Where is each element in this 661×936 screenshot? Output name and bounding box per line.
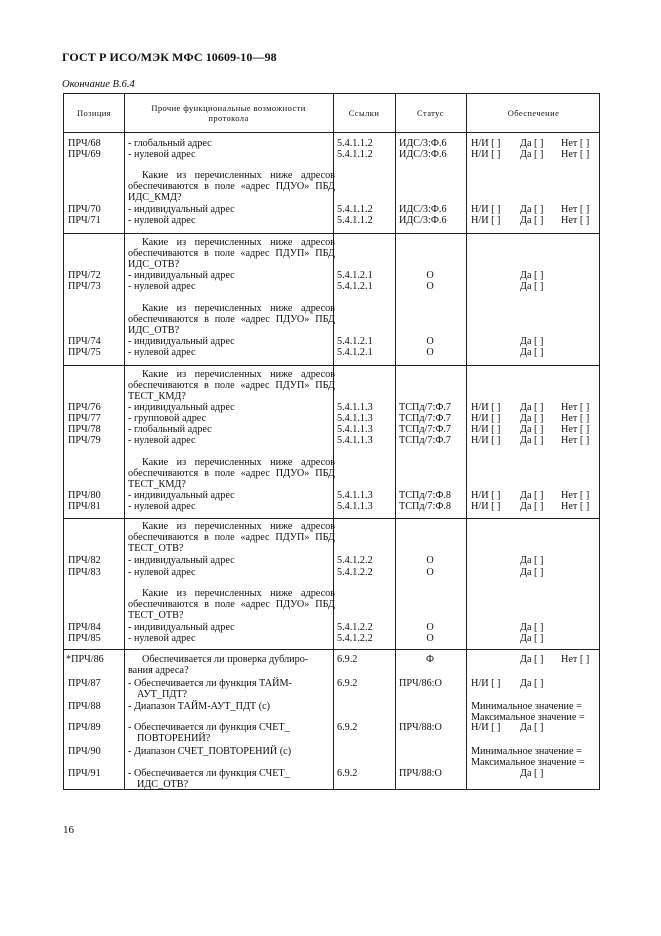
item-description: - нулевой адрес: [128, 567, 196, 578]
item-reference: 5.4.1.2.1: [337, 270, 373, 281]
item-reference: 5.4.1.2.2: [337, 622, 373, 633]
table-row: [64, 689, 601, 700]
item-description: - индивидуальный адрес: [128, 622, 235, 633]
item-position: ПРЧ/77: [68, 413, 101, 424]
page-number: 16: [63, 824, 74, 836]
item-description: - индивидуальный адрес: [128, 402, 235, 413]
question-text: Какие из перечисленных ниже адресов обеспечиваются в поле «адрес ПДУО» ПБД ИДС_КМД?: [128, 170, 335, 203]
support-no-checkbox[interactable]: Нет [ ]: [561, 215, 590, 226]
item-reference: 5.4.1.1.3: [337, 402, 373, 413]
support-yes-checkbox[interactable]: Да [ ]: [520, 270, 544, 281]
item-description: - Диапазон СЧЕТ_ПОВТОРЕНИЙ (с): [128, 746, 292, 757]
support-no-checkbox[interactable]: Нет [ ]: [561, 138, 590, 149]
item-position: ПРЧ/83: [68, 567, 101, 578]
support-yes-checkbox[interactable]: Да [ ]: [520, 490, 544, 501]
item-position: ПРЧ/75: [68, 347, 101, 358]
item-position: ПРЧ/79: [68, 435, 101, 446]
support-no-checkbox[interactable]: Нет [ ]: [561, 149, 590, 160]
table-row: [64, 746, 601, 757]
column-header-status: Статус: [417, 107, 444, 118]
support-na-checkbox[interactable]: Н/И [ ]: [471, 501, 501, 512]
item-position: ПРЧ/90: [68, 746, 101, 757]
support-no-checkbox[interactable]: Нет [ ]: [561, 490, 590, 501]
item-position: ПРЧ/80: [68, 490, 101, 501]
item-description-cont: вания адреса?: [128, 665, 189, 676]
table-row: [64, 733, 601, 744]
support-no-checkbox[interactable]: Нет [ ]: [561, 402, 590, 413]
item-position: ПРЧ/69: [68, 149, 101, 160]
question-text: Какие из перечисленных ниже адресов обеспечиваются в поле «адрес ПДУП» ПБД ТЕСТ_ОТВ?: [128, 521, 335, 554]
table-row: [64, 149, 601, 160]
support-na-checkbox[interactable]: Н/И [ ]: [471, 424, 501, 435]
item-status: О: [426, 270, 434, 281]
item-reference: 5.4.1.2.1: [337, 336, 373, 347]
item-description: - нулевой адрес: [128, 215, 196, 226]
table-row: [64, 138, 601, 149]
support-yes-checkbox[interactable]: Да [ ]: [520, 555, 544, 566]
group-divider: [64, 365, 599, 366]
item-reference: 5.4.1.1.3: [337, 435, 373, 446]
support-no-checkbox[interactable]: Нет [ ]: [561, 204, 590, 215]
item-position: ПРЧ/91: [68, 768, 101, 779]
table-row: [64, 270, 601, 281]
item-description-cont: АУТ_ПДТ?: [137, 689, 188, 700]
item-status: ПРЧ/88:О: [399, 722, 442, 733]
support-yes-checkbox[interactable]: Да [ ]: [520, 722, 544, 733]
item-description: - Обеспечивается ли функция СЧЕТ_: [128, 768, 290, 779]
support-na-checkbox[interactable]: Н/И [ ]: [471, 413, 501, 424]
column-header-features: Прочие функциональные возможности протокола: [151, 102, 306, 123]
item-description: - индивидуальный адрес: [128, 270, 235, 281]
item-status: ИДС/3:Ф.6: [399, 149, 447, 160]
item-reference: 5.4.1.1.3: [337, 424, 373, 435]
item-description: - нулевой адрес: [128, 501, 196, 512]
item-reference: 6.9.2: [337, 768, 358, 779]
support-na-checkbox[interactable]: Н/И [ ]: [471, 722, 501, 733]
support-yes-checkbox[interactable]: Да [ ]: [520, 567, 544, 578]
support-na-checkbox[interactable]: Н/И [ ]: [471, 204, 501, 215]
item-position: ПРЧ/84: [68, 622, 101, 633]
max-value-field[interactable]: Максимальное значение =: [471, 757, 585, 768]
item-status: О: [426, 622, 434, 633]
item-reference: 5.4.1.1.2: [337, 138, 373, 149]
table-row: [64, 281, 601, 292]
item-description: - нулевой адрес: [128, 435, 196, 446]
item-description: - глобальный адрес: [128, 424, 212, 435]
column-header-support: Обеспечение: [507, 107, 560, 118]
support-no-checkbox[interactable]: Нет [ ]: [561, 435, 590, 446]
item-status: О: [426, 555, 434, 566]
table-row: [64, 665, 601, 676]
item-reference: 6.9.2: [337, 678, 358, 689]
item-position: ПРЧ/76: [68, 402, 101, 413]
item-status: ТСПд/7:Ф.8: [399, 501, 452, 512]
support-yes-checkbox[interactable]: Да [ ]: [520, 424, 544, 435]
table-row: [64, 779, 601, 790]
support-yes-checkbox[interactable]: Да [ ]: [520, 336, 544, 347]
item-position: ПРЧ/82: [68, 555, 101, 566]
item-reference: 5.4.1.1.3: [337, 413, 373, 424]
item-description: - нулевой адрес: [128, 149, 196, 160]
item-reference: 5.4.1.1.3: [337, 490, 373, 501]
item-reference: 5.4.1.1.2: [337, 149, 373, 160]
support-yes-checkbox[interactable]: Да [ ]: [520, 215, 544, 226]
support-na-checkbox[interactable]: Н/И [ ]: [471, 138, 501, 149]
table-continuation-label: Окончание В.6.4: [62, 79, 135, 90]
item-status: ТСПд/7:Ф.7: [399, 402, 452, 413]
support-yes-checkbox[interactable]: Да [ ]: [520, 402, 544, 413]
question-text: Какие из перечисленных ниже адресов обеспечиваются в поле «адрес ПДУО» ПБД ИДС_ОТВ?: [128, 303, 335, 336]
table-row: [64, 622, 601, 633]
item-position: ПРЧ/85: [68, 633, 101, 644]
item-status: О: [426, 567, 434, 578]
item-description: - Обеспечивается ли функция СЧЕТ_: [128, 722, 290, 733]
support-yes-checkbox[interactable]: Да [ ]: [520, 654, 544, 665]
support-yes-checkbox[interactable]: Да [ ]: [520, 633, 544, 644]
table-row: [64, 654, 601, 665]
table-row: [64, 402, 601, 413]
min-value-field[interactable]: Минимальное значение =: [471, 701, 582, 712]
item-reference: 5.4.1.2.2: [337, 555, 373, 566]
item-position: ПРЧ/74: [68, 336, 101, 347]
item-reference: 5.4.1.1.2: [337, 215, 373, 226]
support-yes-checkbox[interactable]: Да [ ]: [520, 138, 544, 149]
item-status: О: [426, 336, 434, 347]
column-header-position: Позиция: [76, 107, 112, 118]
group-divider: [64, 233, 599, 234]
support-no-checkbox[interactable]: Нет [ ]: [561, 413, 590, 424]
item-description: - нулевой адрес: [128, 633, 196, 644]
support-yes-checkbox[interactable]: Да [ ]: [520, 149, 544, 160]
item-description: - глобальный адрес: [128, 138, 212, 149]
support-na-checkbox[interactable]: Н/И [ ]: [471, 435, 501, 446]
support-yes-checkbox[interactable]: Да [ ]: [520, 281, 544, 292]
question-text: Какие из перечисленных ниже адресов обеспечиваются в поле «адрес ПДУП» ПБД ТЕСТ_КМД?: [128, 369, 335, 402]
item-reference: 5.4.1.2.1: [337, 281, 373, 292]
item-description: - нулевой адрес: [128, 347, 196, 358]
item-position: ПРЧ/73: [68, 281, 101, 292]
table-row: [64, 204, 601, 215]
item-description: - Обеспечивается ли функция ТАЙМ-: [128, 678, 292, 689]
item-reference: 5.4.1.1.2: [337, 204, 373, 215]
table-row: [64, 336, 601, 347]
item-description: - нулевой адрес: [128, 281, 196, 292]
item-description: - индивидуальный адрес: [128, 490, 235, 501]
table-row: [64, 413, 601, 424]
item-position: ПРЧ/89: [68, 722, 101, 733]
support-na-checkbox[interactable]: Н/И [ ]: [471, 215, 501, 226]
question-text: Какие из перечисленных ниже адресов обеспечиваются в поле «адрес ПДУО» ПБД ТЕСТ_КМД?: [128, 457, 335, 490]
header-divider: [64, 132, 599, 133]
table-row: [64, 215, 601, 226]
item-reference: 6.9.2: [337, 654, 358, 665]
item-description: - индивидуальный адрес: [128, 555, 235, 566]
item-status: ТСПд/7:Ф.8: [399, 490, 452, 501]
item-position: *ПРЧ/86: [66, 654, 104, 665]
support-yes-checkbox[interactable]: Да [ ]: [520, 347, 544, 358]
support-yes-checkbox[interactable]: Да [ ]: [520, 204, 544, 215]
item-status: ТСПд/7:Ф.7: [399, 413, 452, 424]
support-no-checkbox[interactable]: Нет [ ]: [561, 424, 590, 435]
item-reference: 6.9.2: [337, 722, 358, 733]
item-description-cont: ПОВТОРЕНИЙ?: [137, 733, 211, 744]
support-yes-checkbox[interactable]: Да [ ]: [520, 501, 544, 512]
table-row: [64, 555, 601, 566]
item-position: ПРЧ/70: [68, 204, 101, 215]
item-reference: 5.4.1.2.2: [337, 633, 373, 644]
support-na-checkbox[interactable]: Н/И [ ]: [471, 402, 501, 413]
group-divider: [64, 649, 599, 650]
table-row: [64, 768, 601, 779]
support-na-checkbox[interactable]: Н/И [ ]: [471, 490, 501, 501]
column-header-refs: Ссылки: [348, 107, 380, 118]
min-value-field[interactable]: Минимальное значение =: [471, 746, 582, 757]
item-status: Ф: [425, 654, 435, 665]
support-yes-checkbox[interactable]: Да [ ]: [520, 622, 544, 633]
support-yes-checkbox[interactable]: Да [ ]: [520, 768, 544, 779]
item-position: ПРЧ/68: [68, 138, 101, 149]
item-status: ИДС/3:Ф.6: [399, 204, 447, 215]
item-status: ПРЧ/88:О: [399, 768, 442, 779]
table-row: [64, 633, 601, 644]
item-status: О: [426, 347, 434, 358]
item-description-cont: ИДС_ОТВ?: [137, 779, 189, 790]
support-no-checkbox[interactable]: Нет [ ]: [561, 501, 590, 512]
support-no-checkbox[interactable]: Нет [ ]: [561, 654, 590, 665]
document-title: ГОСТ Р ИСО/МЭК МФС 10609-10—98: [62, 50, 277, 64]
table-row: [64, 567, 601, 578]
table-row: [64, 757, 601, 768]
support-na-checkbox[interactable]: Н/И [ ]: [471, 149, 501, 160]
protocol-features-table: [63, 93, 600, 790]
item-description: - Диапазон ТАЙМ-АУТ_ПДТ (с): [128, 701, 271, 712]
item-reference: 5.4.1.2.1: [337, 347, 373, 358]
item-position: ПРЧ/87: [68, 678, 101, 689]
item-position: ПРЧ/81: [68, 501, 101, 512]
support-yes-checkbox[interactable]: Да [ ]: [520, 413, 544, 424]
support-na-checkbox[interactable]: Н/И [ ]: [471, 678, 501, 689]
table-row: [64, 501, 601, 512]
item-position: ПРЧ/78: [68, 424, 101, 435]
table-row: [64, 490, 601, 501]
item-reference: 5.4.1.2.2: [337, 567, 373, 578]
item-position: ПРЧ/88: [68, 701, 101, 712]
item-status: ТСПд/7:Ф.7: [399, 424, 452, 435]
table-row: [64, 722, 601, 733]
item-status: ИДС/3:Ф.6: [399, 138, 447, 149]
table-row: [64, 424, 601, 435]
item-status: ИДС/3:Ф.6: [399, 215, 447, 226]
max-value-field[interactable]: Максимальное значение =: [471, 712, 585, 723]
item-description: Обеспечивается ли проверка дублиро-: [142, 654, 309, 665]
item-reference: 5.4.1.1.3: [337, 501, 373, 512]
group-divider: [64, 518, 599, 519]
table-row: [64, 435, 601, 446]
item-status: О: [426, 281, 434, 292]
item-status: ТСПд/7:Ф.7: [399, 435, 452, 446]
item-position: ПРЧ/71: [68, 215, 101, 226]
support-yes-checkbox[interactable]: Да [ ]: [520, 435, 544, 446]
support-yes-checkbox[interactable]: Да [ ]: [520, 678, 544, 689]
item-status: О: [426, 633, 434, 644]
item-description: - индивидуальный адрес: [128, 336, 235, 347]
table-row: [64, 701, 601, 712]
table-row: [64, 347, 601, 358]
item-description: - индивидуальный адрес: [128, 204, 235, 215]
item-status: ПРЧ/86:О: [399, 678, 442, 689]
question-text: Какие из перечисленных ниже адресов обеспечиваются в поле «адрес ПДУП» ПБД ИДС_ОТВ?: [128, 237, 335, 270]
question-text: Какие из перечисленных ниже адресов обеспечиваются в поле «адрес ПДУО» ПБД ТЕСТ_ОТВ?: [128, 588, 335, 621]
item-description: - групповой адрес: [128, 413, 207, 424]
table-row: [64, 678, 601, 689]
item-position: ПРЧ/72: [68, 270, 101, 281]
